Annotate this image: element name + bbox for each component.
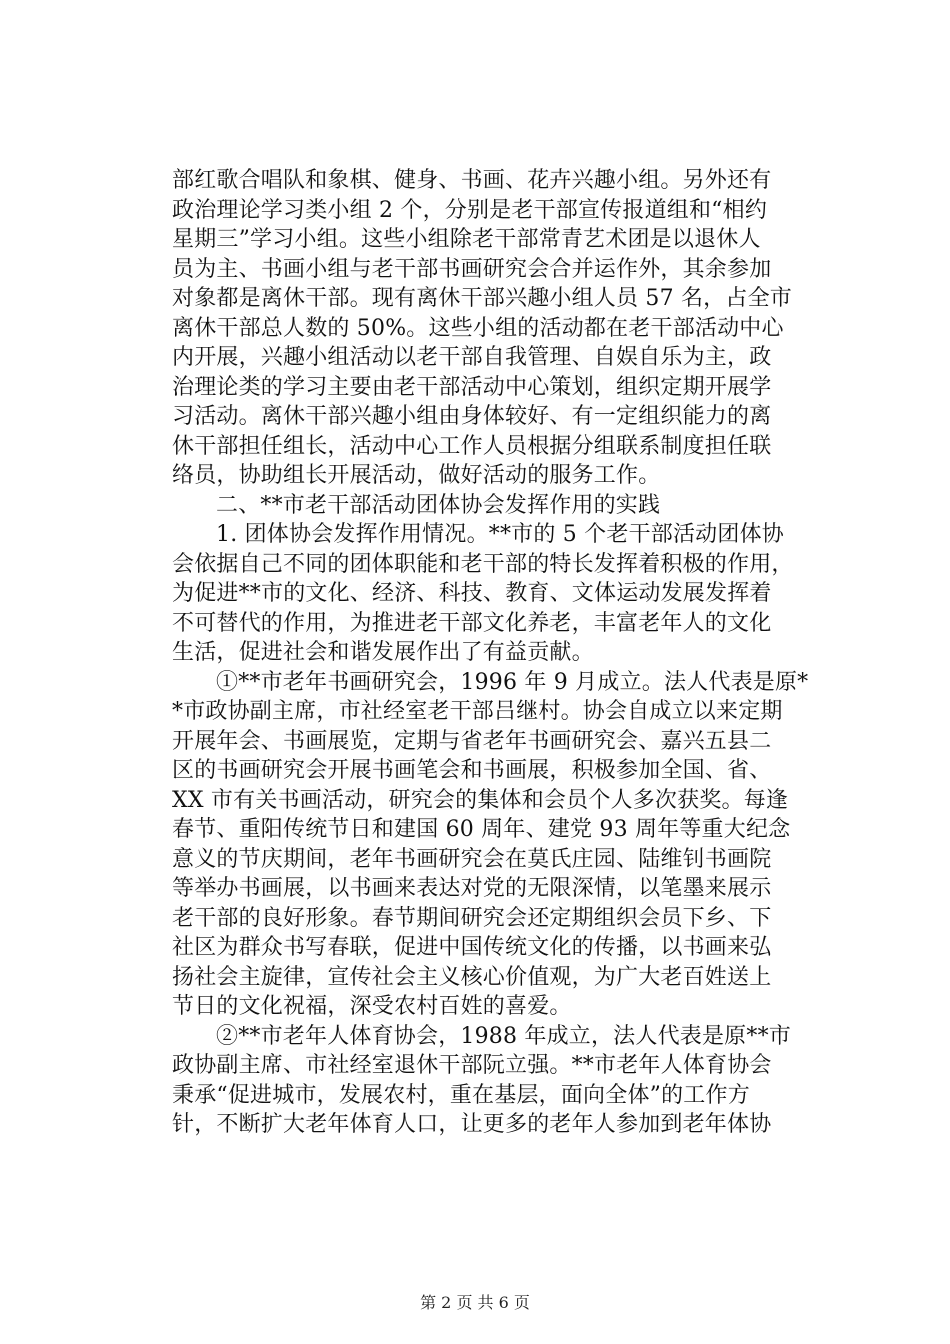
text-line: 节日的文化祝福，深受农村百姓的喜爱。: [172, 994, 572, 1019]
text-line: 等举办书画展，以书画来表达对党的无限深情，以笔墨来展示: [172, 876, 772, 901]
text-line: 离休干部总人数的 50%。这些小组的活动都在老干部活动中心: [172, 315, 784, 341]
text-line: 不可替代的作用，为推进老干部文化养老，丰富老年人的文化: [172, 610, 772, 636]
paragraph-start-line: 1. 团体协会发挥作用情况。**市的 5 个老干部活动团体协: [216, 522, 784, 547]
text-line: 星期三”学习小组。这些小组除老干部常青艺术团是以退休人: [172, 227, 761, 252]
paragraph-start-line: ①**市老年书画研究会，1996 年 9 月成立。法人代表是原*: [216, 669, 809, 695]
text-line: 部红歌合唱队和象棋、健身、书画、花卉兴趣小组。另外还有: [172, 168, 772, 193]
page-footer: 第 2 页 共 6 页: [420, 1293, 530, 1312]
text-line: 对象都是离休干部。现有离休干部兴趣小组人员 57 名，占全市: [172, 286, 792, 311]
text-line: 为促进**市的文化、经济、科技、教育、文体运动发展发挥着: [172, 581, 772, 606]
text-line: 社区为群众书写春联，促进中国传统文化的传播，以书画来弘: [172, 935, 772, 960]
text-line: 生活，促进社会和谐发展作出了有益贡献。: [172, 640, 594, 665]
text-line: 政治理论学习类小组 2 个，分别是老干部宣传报道组和“相约: [172, 197, 768, 223]
text-line: 治理论类的学习主要由老干部活动中心策划，组织定期开展学: [172, 374, 772, 400]
text-line: 春节、重阳传统节日和建国 60 周年、建党 93 周年等重大纪念: [172, 817, 791, 842]
text-line: 休干部担任组长，活动中心工作人员根据分组联系制度担任联: [172, 433, 772, 459]
text-line: 络员，协助组长开展活动，做好活动的服务工作。: [172, 463, 661, 488]
text-line: *市政协副主席，市社经室老干部吕继村。协会自成立以来定期: [172, 699, 783, 724]
text-line: XX 市有关书画活动，研究会的集体和会员个人多次获奖。每逢: [172, 787, 789, 813]
text-line: 政协副主席、市社经室退休干部阮立强。**市老年人体育协会: [172, 1053, 772, 1078]
text-line: 区的书画研究会开展书画笔会和书画展，积极参加全国、省、: [172, 758, 772, 783]
text-line: 开展年会、书画展览，定期与省老年书画研究会、嘉兴五县二: [172, 728, 772, 754]
text-line: 员为主、书画小组与老干部书画研究会合并运作外，其余参加: [172, 256, 772, 282]
paragraph-start-line: ②**市老年人体育协会，1988 年成立，法人代表是原**市: [216, 1023, 791, 1049]
text-line: 扬社会主旋律，宣传社会主义核心价值观，为广大老百姓送上: [172, 964, 772, 990]
section-heading: 二、**市老干部活动团体协会发挥作用的实践: [216, 492, 661, 518]
text-line: 秉承“促进城市，发展农村，重在基层，面向全体”的工作方: [172, 1082, 750, 1108]
body-text: [172, 166, 832, 1140]
text-line: 内开展，兴趣小组活动以老干部自我管理、自娱自乐为主，政: [172, 345, 772, 370]
text-line: 会依据自己不同的团体职能和老干部的特长发挥着积极的作用，: [172, 551, 794, 577]
text-line: 老干部的良好形象。春节期间研究会还定期组织会员下乡、下: [172, 905, 772, 931]
text-line: 习活动。离休干部兴趣小组由身体较好、有一定组织能力的离: [172, 404, 772, 429]
text-line: 针，不断扩大老年体育人口，让更多的老年人参加到老年体协: [172, 1112, 772, 1137]
text-line: 意义的节庆期间，老年书画研究会在莫氏庄园、陆维钊书画院: [172, 846, 772, 872]
